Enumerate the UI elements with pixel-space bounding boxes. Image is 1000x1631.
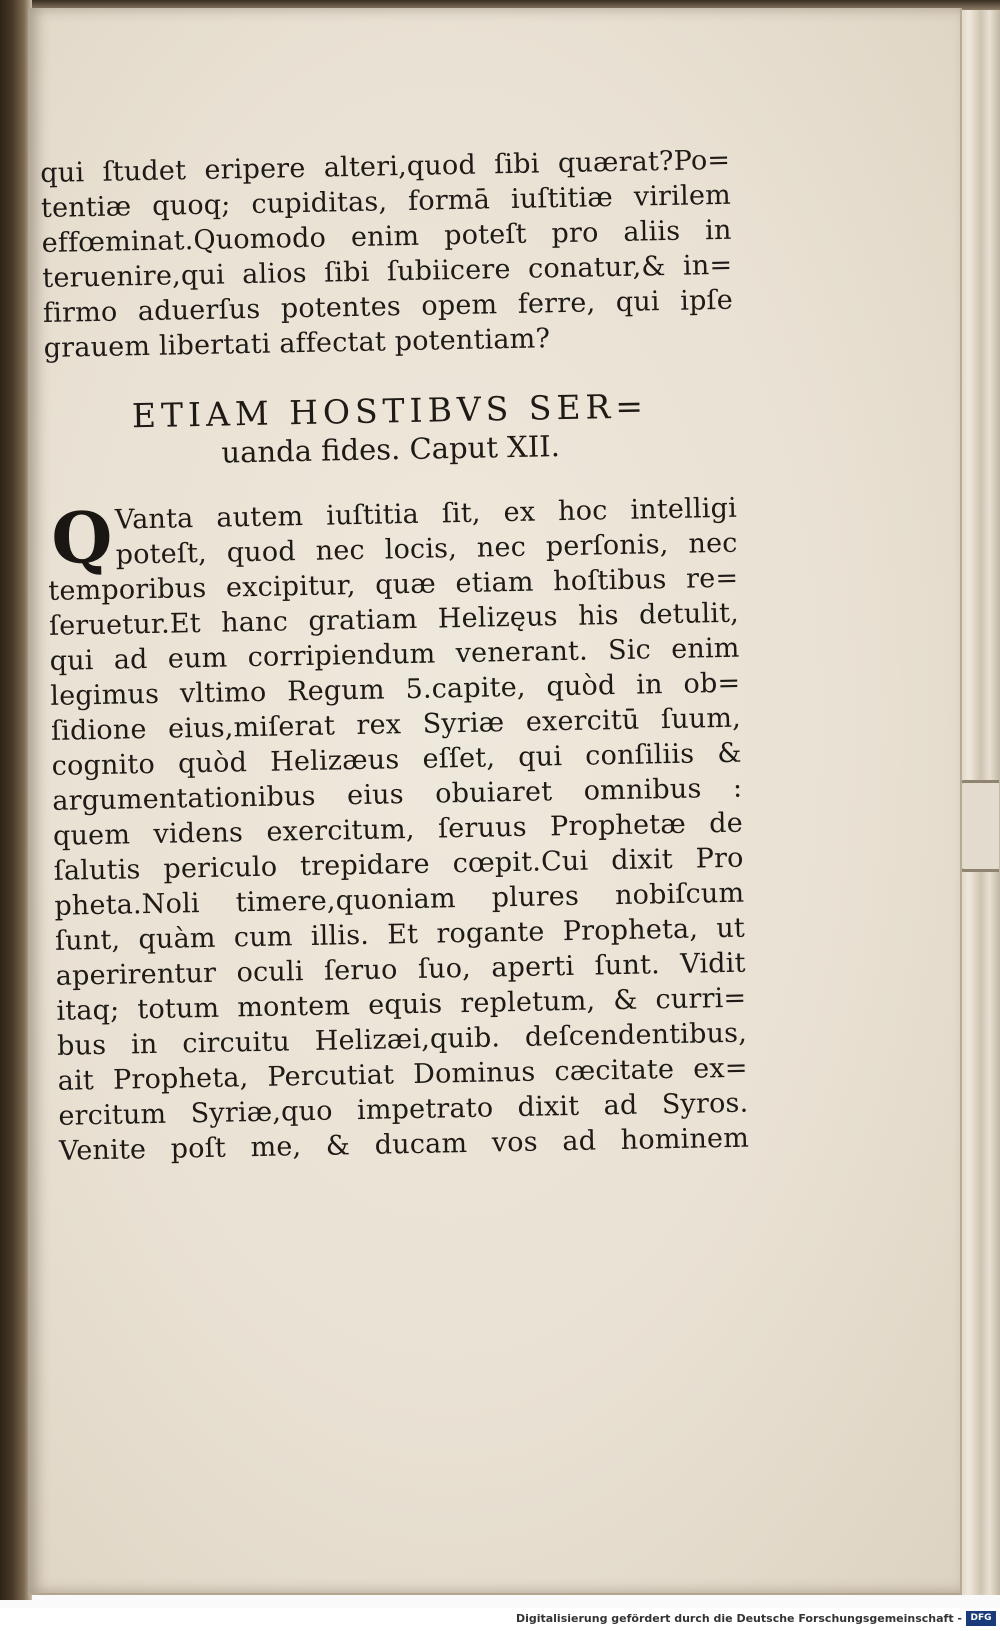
text-line: ſidione eius,miſerat rex Syriæ exercitū ſuum, xyxy=(50,702,742,747)
text-line: effœminat.Quomodo enim poteſt pro aliis in xyxy=(41,214,732,259)
text-line: legimus vltimo Regum 5.capite, quòd in ob= xyxy=(50,667,741,712)
text-line: quem videns exercitum, ſeruus Prophetæ de xyxy=(52,807,744,852)
text-line: Vanta autem iuſtitia ſit, ex hoc intelligi xyxy=(114,492,738,536)
text-line: ſalutis periculo trepidare cœpit.Cui dixit Pro xyxy=(53,842,744,887)
text-line: pheta.Noli timere,quoniam plures nobiſcum xyxy=(54,877,745,922)
text-line: ait Propheta, Percutiat Dominus cæcitate ex= xyxy=(57,1052,748,1097)
text-line: tentiæ quoq; cupiditas, formā iuſtitiæ virilem xyxy=(40,179,732,224)
text-line: ſunt, quàm cum illis. Et rogante Propheta, ut xyxy=(54,912,746,957)
funding-notice: Digitalisierung gefördert durch die Deutsche Forschungsgemeinschaft - xyxy=(515,1612,962,1625)
text-line: ercitum Syriæ,quo impetrato dixit ad Syros. xyxy=(58,1087,749,1132)
dfg-logo: DFG xyxy=(966,1611,996,1626)
chapter-subheading: uanda fides. Caput XII. xyxy=(221,429,561,470)
text-line: grauem libertati affectat potentiam? xyxy=(43,323,551,364)
text-line: poteſt, quod nec locis, nec perſonis, nec xyxy=(115,527,738,571)
drop-cap: Q xyxy=(50,495,114,580)
text-line: bus in circuitu Helizæi,quib. deſcendentibus, xyxy=(56,1017,748,1062)
text-line: aperirentur oculi ſeruo ſuo, aperti ſunt. Vidit xyxy=(55,947,746,992)
text-line: Venite poſt me, & ducam vos ad hominem xyxy=(58,1122,750,1167)
text-line: teruenire,qui alios ſibi ſubiicere conatur,& in= xyxy=(42,249,733,294)
paragraph-1 xyxy=(40,143,734,366)
footer-bar xyxy=(0,1608,1000,1631)
text-line: cognito quòd Helizæus eſſet, qui conſiliis & xyxy=(51,737,742,782)
book-page xyxy=(28,8,962,1595)
chapter-heading: ETIAM HOSTIBVS SER= xyxy=(131,386,649,436)
text-line: temporibus excipitur, quæ etiam hoſtibus re= xyxy=(48,562,739,607)
text-line: qui ſtudet eripere alteri,quod ſibi quærat?Po= xyxy=(40,144,731,189)
text-line: itaq; totum montem equis repletum, & curri= xyxy=(56,982,747,1027)
text-line: firmo aduerſus potentes opem ferre, qui ipſe xyxy=(42,284,734,329)
text-line: argumentationibus eius obuiaret omnibus : xyxy=(52,772,743,817)
text-block xyxy=(40,143,749,1169)
text-line: ſeruetur.Et hanc gratiam Helizęus his detulit, xyxy=(48,597,740,642)
text-line: qui ad eum corripiendum venerant. Sic enim xyxy=(49,632,740,677)
paragraph-2 xyxy=(47,491,750,1169)
